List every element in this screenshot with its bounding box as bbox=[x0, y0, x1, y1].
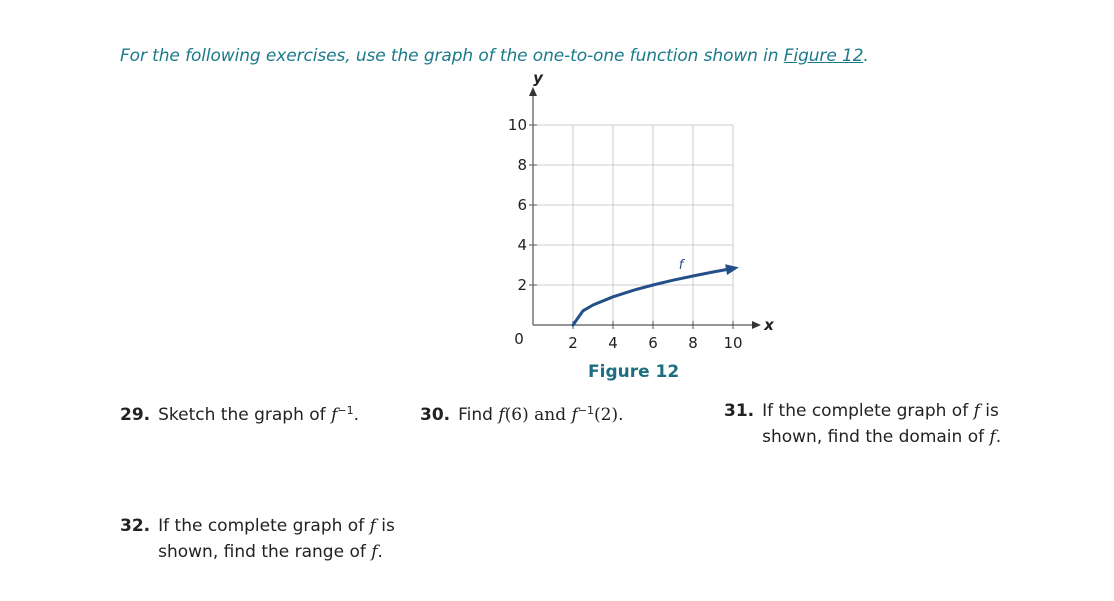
exercise-end: . bbox=[995, 427, 1002, 447]
curve-arrowhead bbox=[725, 264, 739, 275]
figure-caption: Figure 12 bbox=[588, 362, 680, 382]
intro-end: . bbox=[863, 46, 869, 66]
exercise-text: Find bbox=[458, 405, 499, 425]
y-tick-label: 6 bbox=[517, 196, 527, 214]
exercise-31 bbox=[724, 398, 1004, 450]
exercise-30 bbox=[420, 398, 624, 428]
function-arg: (2) bbox=[594, 405, 619, 425]
exercise-text-2: is shown, find the range of bbox=[158, 516, 395, 562]
exercise-end: . bbox=[377, 542, 383, 562]
x-tick-label: 4 bbox=[608, 334, 618, 352]
x-axis-arrow bbox=[752, 321, 761, 329]
exercise-number: 30. bbox=[420, 405, 451, 425]
function-symbol: f bbox=[331, 405, 338, 425]
y-tick-label: 10 bbox=[507, 116, 527, 134]
figure-link[interactable]: Figure 12 bbox=[783, 46, 864, 66]
exercise-end: . bbox=[618, 405, 624, 425]
x-tick-label: 10 bbox=[723, 334, 743, 352]
x-tick-label: 8 bbox=[688, 334, 698, 352]
exercise-text: Sketch the graph of bbox=[158, 405, 332, 425]
exercise-number: 29. bbox=[120, 405, 151, 425]
conjunction: and bbox=[528, 405, 572, 425]
exercise-text: If the complete graph of bbox=[762, 401, 974, 421]
exercise-32 bbox=[120, 513, 400, 565]
function-symbol: f bbox=[989, 427, 996, 447]
grid-lines bbox=[533, 125, 733, 325]
exercise-29 bbox=[120, 398, 359, 428]
y-tick-label: 2 bbox=[517, 276, 527, 294]
curve-label: f bbox=[678, 258, 684, 273]
x-tick-label: 6 bbox=[648, 334, 658, 352]
x-tick-label: 2 bbox=[568, 334, 578, 352]
function-graph bbox=[490, 69, 774, 360]
exercise-number: 31. bbox=[724, 401, 755, 421]
exercise-body bbox=[158, 513, 400, 565]
function-symbol: f bbox=[973, 401, 980, 421]
function-symbol: f bbox=[371, 542, 378, 562]
x-axis-label: x bbox=[764, 316, 774, 334]
axes bbox=[529, 69, 775, 334]
intro-text: For the following exercises, use the graph of the one-to-one function shown in bbox=[120, 46, 784, 66]
y-tick-label: 8 bbox=[517, 156, 527, 174]
inverse-superscript: −1 bbox=[337, 404, 354, 417]
exercise-intro bbox=[120, 46, 869, 66]
function-arg: (6) bbox=[504, 405, 529, 425]
curve-layer bbox=[573, 258, 739, 325]
exercise-text-2: is shown, find the domain of bbox=[762, 401, 999, 447]
function-symbol: f bbox=[498, 405, 505, 425]
inverse-superscript: −1 bbox=[577, 404, 595, 417]
function-symbol: f bbox=[571, 405, 578, 425]
y-axis-arrow bbox=[529, 87, 537, 96]
exercise-number: 32. bbox=[120, 516, 151, 536]
function-symbol: f bbox=[369, 516, 376, 536]
exercise-end: . bbox=[353, 405, 359, 425]
y-tick-label: 4 bbox=[517, 236, 527, 254]
y-axis-label: y bbox=[533, 69, 543, 87]
origin-label: 0 bbox=[514, 330, 524, 348]
ticks bbox=[508, 116, 743, 352]
exercise-body bbox=[762, 398, 1004, 450]
exercise-text: If the complete graph of bbox=[158, 516, 370, 536]
